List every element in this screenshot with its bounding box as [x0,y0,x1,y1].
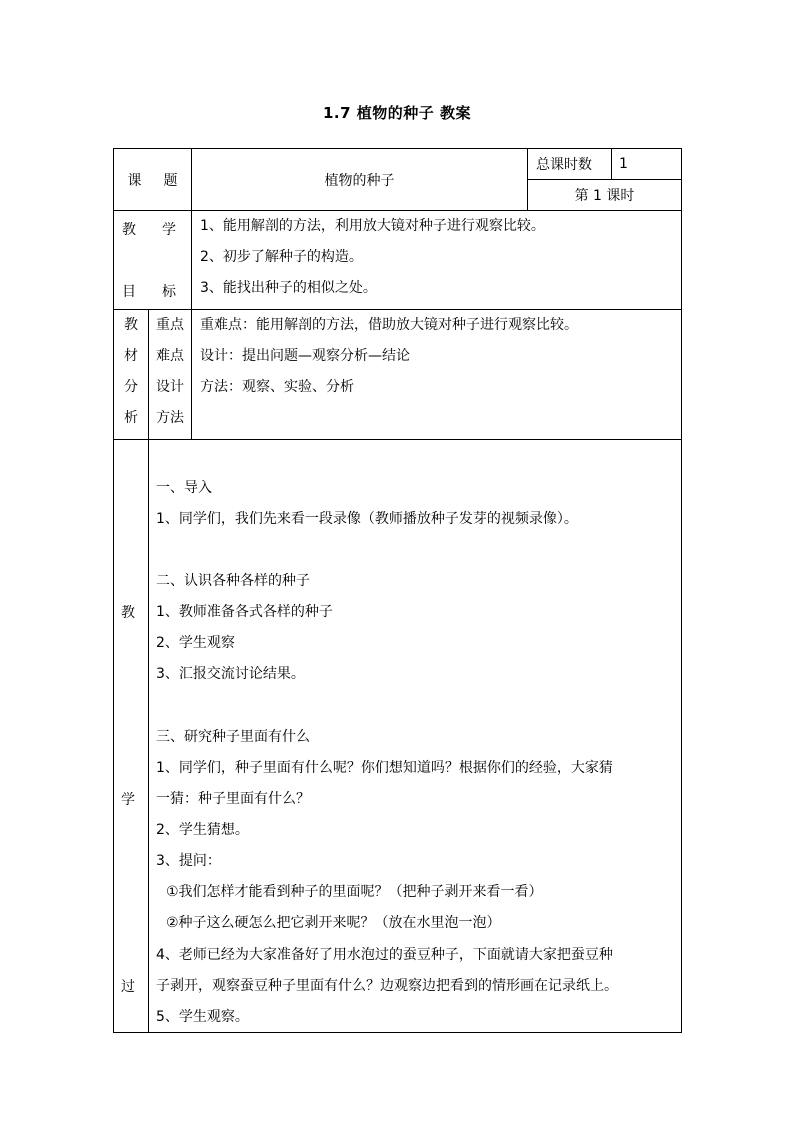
process-line: 三、研究种子里面有什么 [156,729,310,745]
analysis-row [114,310,682,440]
analysis-content [192,310,682,440]
analysis-label-char: 教 [124,317,138,333]
process-line: 子剥开，观察蚕豆种子里面有什么？边观察边把看到的情形画在记录纸上。 [156,978,618,994]
process-line: 4、老师已经为大家准备好了用水泡过的蚕豆种子，下面就请大家把蚕豆种 [156,947,613,963]
analysis-sublabel-cell [149,310,192,440]
process-line: ①我们怎样才能看到种子的里面呢？（把种子剥开来看一看） [166,884,543,900]
goals-label-char: 目 [122,284,136,300]
process-label-char: 学 [121,792,135,808]
analysis-label-char: 析 [124,410,138,426]
total-hours-label: 总课时数 [528,149,612,180]
process-line: 5、学生观察。 [156,1009,249,1025]
goal-item: 3、能找出种子的相似之处。 [200,280,377,296]
analysis-item: 重难点：能用解剖的方法，借助放大镜对种子进行观察比较。 [200,317,578,333]
process-line: 2、学生猜想。 [156,822,249,838]
subject-value: 植物的种子 [192,149,528,211]
analysis-sublabel: 重点 [156,317,184,333]
total-hours-value: 1 [612,149,682,180]
subject-label-cell [114,149,192,211]
goals-label-char: 标 [162,284,176,300]
process-line: 2、学生观察 [156,635,235,651]
analysis-item: 方法：观察、实验、分析 [200,379,354,395]
goals-label-char: 学 [162,222,176,238]
document-title: 1.7 植物的种子 教案 [322,104,472,122]
process-label-char: 过 [121,979,135,995]
process-line: 一猜：种子里面有什么？ [156,791,310,807]
process-line: ②种子这么硬怎么把它剥开来呢？（放在水里泡一泡） [166,915,501,931]
analysis-label-char: 材 [124,348,138,364]
analysis-item: 设计：提出问题—观察分析—结论 [200,348,410,364]
goals-label-cell [114,211,192,310]
process-content [149,440,682,1033]
session-label: 第 1 课时 [528,180,682,211]
goal-item: 1、能用解剖的方法，利用放大镜对种子进行观察比较。 [200,218,545,234]
process-line: 3、提问： [156,853,221,869]
process-line: 1、教师准备各式各样的种子 [156,604,333,620]
goals-label-char: 教 [122,222,136,238]
process-line: 一、导入 [156,480,212,496]
analysis-sublabel: 难点 [156,348,184,364]
process-label-char: 教 [121,605,135,621]
analysis-sublabel: 方法 [156,410,184,426]
process-line: 1、同学们，我们先来看一段录像（教师播放种子发芽的视频录像）。 [156,511,578,527]
process-line: 3、汇报交流讨论结果。 [156,666,305,682]
process-line: 二、认识各种各样的种子 [156,573,310,589]
goal-item: 2、初步了解种子的构造。 [200,249,363,265]
goals-content [192,211,682,310]
process-label-cell [114,440,149,1033]
analysis-sublabel: 设计 [156,379,184,395]
lesson-plan-table [113,148,682,1033]
subject-label-char-2: 题 [163,172,178,189]
analysis-label-cell [114,310,149,440]
analysis-label-char: 分 [124,379,138,395]
subject-row [114,149,682,180]
goals-row [114,211,682,310]
process-row [114,440,682,1033]
subject-label-char-1: 课 [127,172,142,189]
process-line: 1、同学们，种子里面有什么呢？你们想知道吗？根据你们的经验，大家猜 [156,760,613,776]
